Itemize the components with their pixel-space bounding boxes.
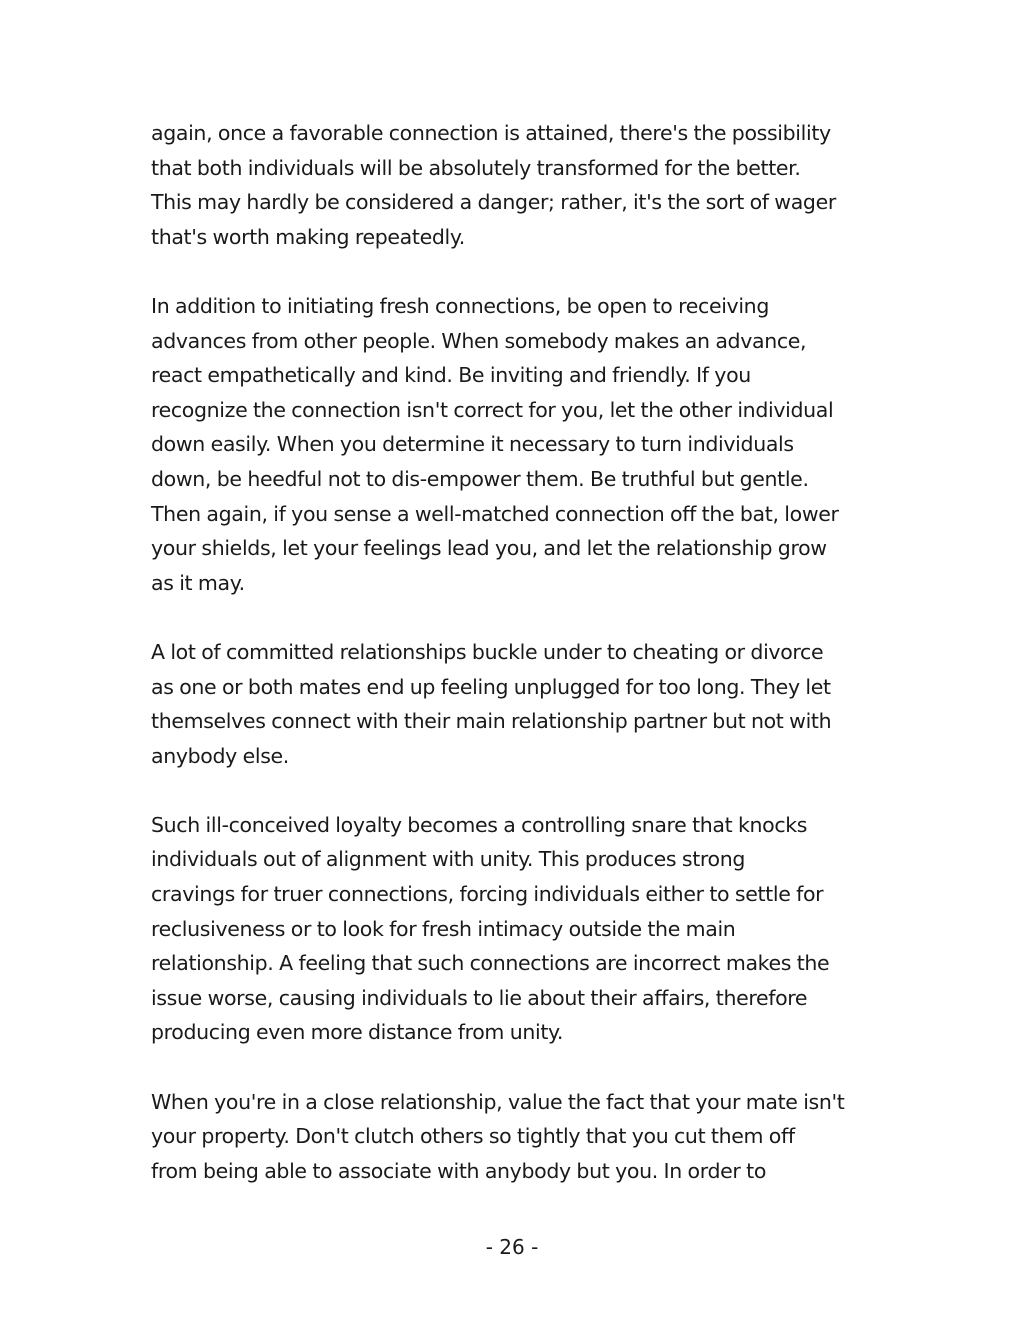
text-line: from being able to associate with anybody but you. In order to	[151, 1158, 767, 1183]
text-line: your shields, let your feelings lead you, and let the relationship grow	[151, 536, 827, 561]
text-line: producing even more distance from unity.	[151, 1020, 564, 1045]
paragraph	[151, 289, 891, 600]
paragraph	[151, 808, 891, 1050]
text-line: In addition to initiating fresh connections, be open to receiving	[151, 293, 769, 318]
text-line: reclusiveness or to look for fresh intimacy outside the main	[151, 916, 736, 941]
text-line: anybody else.	[151, 743, 289, 768]
text-line: that's worth making repeatedly.	[151, 224, 465, 249]
text-line: themselves connect with their main relationship partner but not with	[151, 709, 832, 734]
text-line: When you're in a close relationship, value the fact that your mate isn't	[151, 1089, 845, 1114]
paragraph	[151, 116, 891, 254]
text-line: down easily. When you determine it necessary to turn individuals	[151, 432, 794, 457]
text-line: relationship. A feeling that such connections are incorrect makes the	[151, 951, 830, 976]
paragraph	[151, 635, 891, 773]
body-text	[151, 116, 891, 1223]
text-line: again, once a favorable connection is attained, there's the possibility	[151, 121, 831, 145]
text-line: Then again, if you sense a well-matched connection off the bat, lower	[151, 501, 839, 526]
text-line: Such ill-conceived loyalty becomes a controlling snare that knocks	[151, 812, 808, 837]
page-number: - 26 -	[485, 1235, 539, 1259]
text-line: issue worse, causing individuals to lie about their affairs, therefore	[151, 985, 808, 1010]
text-line: recognize the connection isn't correct for you, let the other individual	[151, 397, 834, 422]
text-line: as one or both mates end up feeling unplugged for too long. They let	[151, 674, 831, 699]
paragraph	[151, 1085, 891, 1189]
text-line: that both individuals will be absolutely transformed for the better.	[151, 155, 801, 180]
text-line: react empathetically and kind. Be inviting and friendly. If you	[151, 363, 751, 388]
text-line: down, be heedful not to dis-empower them. Be truthful but gentle.	[151, 466, 809, 491]
text-line: individuals out of alignment with unity. This produces strong	[151, 847, 746, 872]
text-line: A lot of committed relationships buckle under to cheating or divorce	[151, 639, 824, 664]
text-line: This may hardly be considered a danger; rather, it's the sort of wager	[151, 190, 836, 215]
text-line: advances from other people. When somebody makes an advance,	[151, 328, 807, 353]
text-line: cravings for truer connections, forcing individuals either to settle for	[151, 882, 824, 907]
text-line: your property. Don't clutch others so tightly that you cut them off	[151, 1124, 795, 1149]
text-line: as it may.	[151, 570, 245, 595]
